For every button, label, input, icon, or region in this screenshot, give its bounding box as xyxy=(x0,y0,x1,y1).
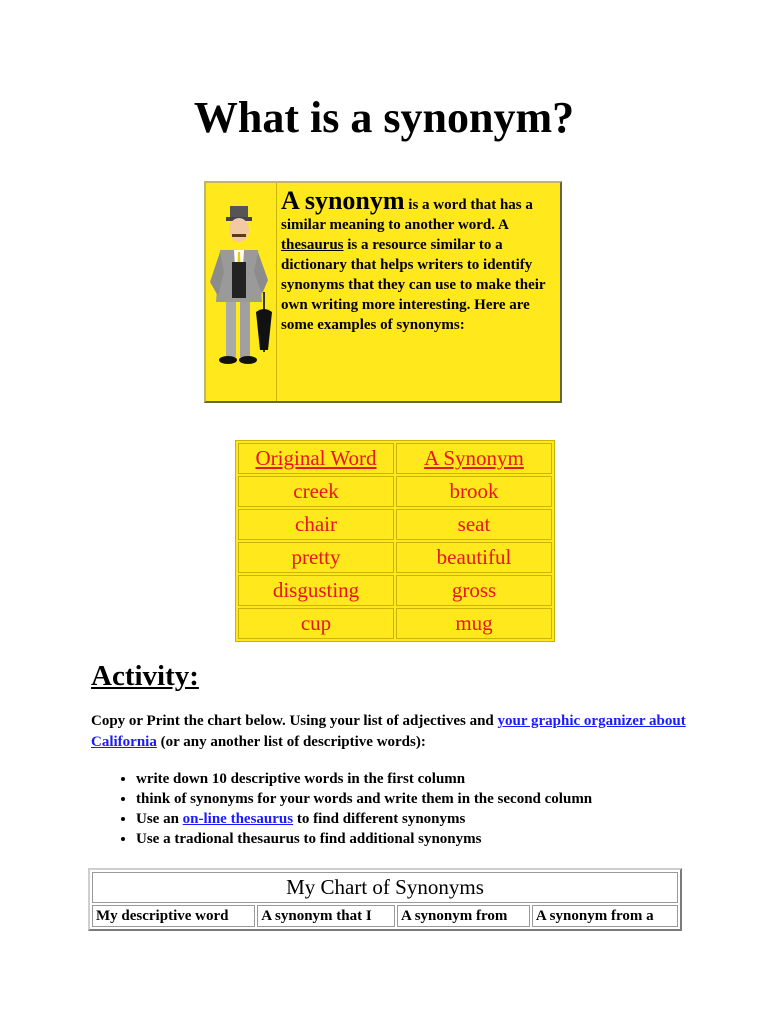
intro-text-part-1: is a word that has a similar meaning to another word. A xyxy=(281,197,533,233)
synonym-cell: beautiful xyxy=(396,542,552,573)
table-row xyxy=(238,476,552,507)
page-title: What is a synonym? xyxy=(193,93,575,142)
column-header: A synonym from xyxy=(397,905,530,927)
original-word-cell: disgusting xyxy=(238,575,394,606)
intro-text-part-2: is a resource similar to a dictionary that helps writers to identify synonyms that they can use to make their own writing more interesting. Here are some examples of synonyms: xyxy=(281,237,546,333)
list-item-text-pre: Use an xyxy=(136,811,183,827)
intro-lead: A synonym xyxy=(281,186,405,215)
list-item: • Use a tradional thesaurus to find additional synonyms xyxy=(136,829,592,849)
online-thesaurus-link[interactable]: on-line thesaurus xyxy=(182,811,294,827)
activity-instructions xyxy=(91,711,691,753)
header-a-synonym: A Synonym xyxy=(396,443,552,474)
synonym-cell: mug xyxy=(396,608,552,639)
graphic-organizer-link[interactable]: your graphic organizer about California xyxy=(91,713,686,750)
list-item xyxy=(136,809,592,829)
column-header: A synonym that I xyxy=(257,905,395,927)
table-row xyxy=(238,542,552,573)
chart-header-row xyxy=(92,905,678,927)
list-item: • write down 10 descriptive words in the first column xyxy=(136,769,592,789)
synonym-cell: brook xyxy=(396,476,552,507)
gentleman-clipart-cell xyxy=(206,183,277,401)
original-word-cell: pretty xyxy=(238,542,394,573)
column-header: A synonym from a xyxy=(532,905,678,927)
table-row xyxy=(238,509,552,540)
instructions-part-2: (or any another list of descriptive words): xyxy=(156,734,426,750)
synonym-cell: seat xyxy=(396,509,552,540)
table-header-row xyxy=(238,443,552,474)
original-word-cell: chair xyxy=(238,509,394,540)
intro-term-thesaurus: thesaurus xyxy=(281,237,344,253)
list-item: • think of synonyms for your words and write them in the second column xyxy=(136,789,592,809)
instructions-part-1: Copy or Print the chart below. Using your list of adjectives and xyxy=(91,713,498,729)
intro-text xyxy=(277,183,560,401)
table-row xyxy=(238,575,552,606)
activity-heading: Activity: xyxy=(91,660,199,692)
chart-caption: My Chart of Synonyms xyxy=(92,872,678,903)
original-word-cell: cup xyxy=(238,608,394,639)
gentleman-umbrella-icon xyxy=(206,202,276,382)
intro-box xyxy=(204,181,562,403)
original-word-cell: creek xyxy=(238,476,394,507)
synonym-chart-table xyxy=(88,868,682,931)
column-header: My descriptive word xyxy=(92,905,255,927)
table-row xyxy=(238,608,552,639)
header-original-word: Original Word xyxy=(238,443,394,474)
list-item-text-post: to find different synonyms xyxy=(293,811,466,827)
synonym-cell: gross xyxy=(396,575,552,606)
activity-steps-list xyxy=(90,769,592,849)
synonym-examples-table xyxy=(235,440,555,642)
